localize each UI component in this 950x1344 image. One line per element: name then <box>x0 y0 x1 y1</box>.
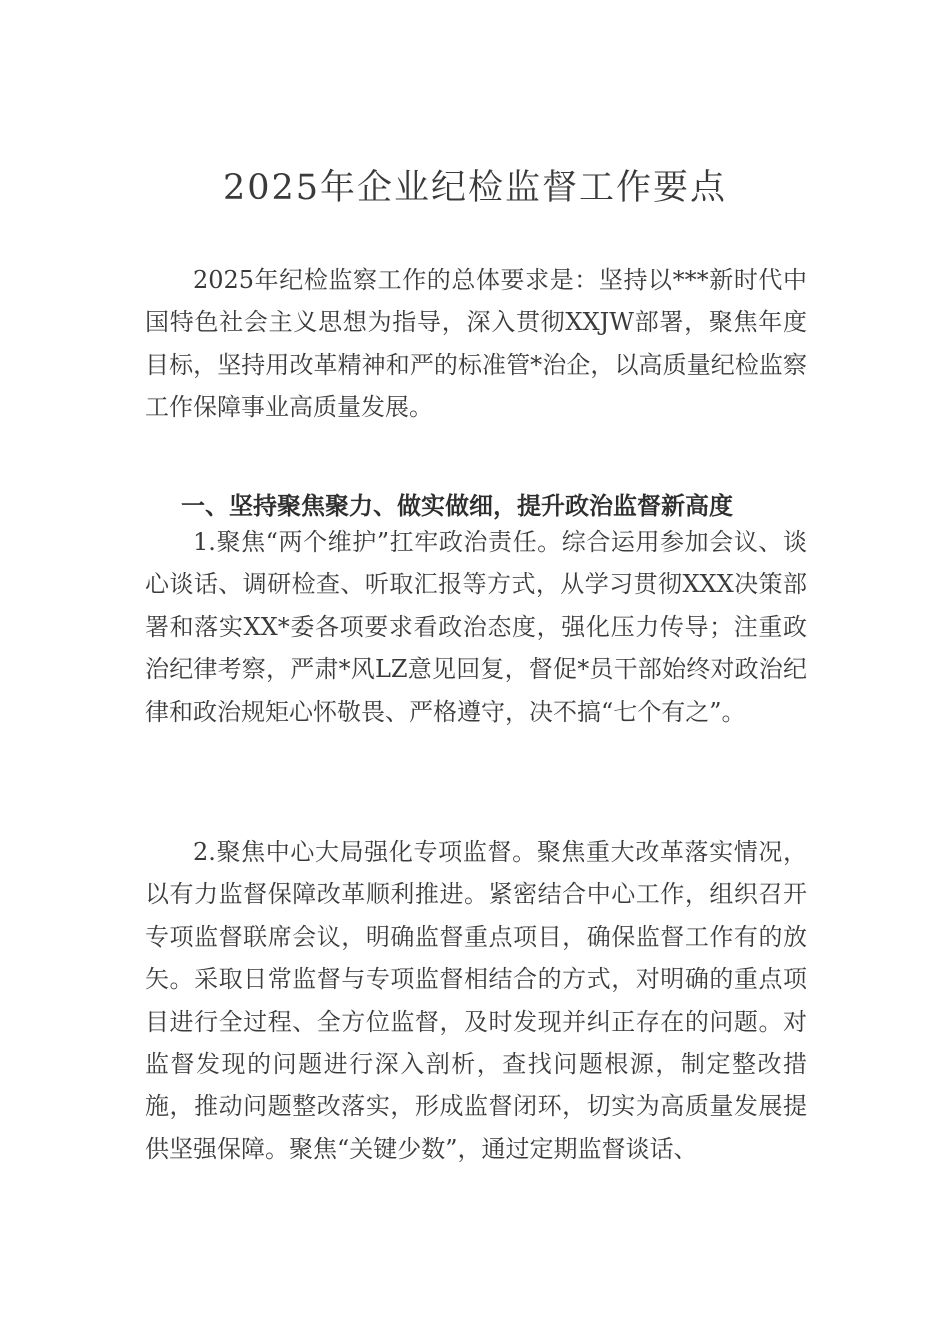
section-1-item-2-block <box>145 831 807 1170</box>
intro-paragraph: 2025年纪检监察工作的总体要求是：坚持以***新时代中国特色社会主义思想为指导，深入贯彻XXJW部署，聚焦年度目标，坚持用改革精神和严的标准管*治企，以高质量纪检监察工作保障事业高质量发展。 <box>145 266 807 422</box>
section-1-item-1-block <box>145 521 807 733</box>
section-1-item-2-paragraph: 2.聚焦中心大局强化专项监督。聚焦重大改革落实情况，以有力监督保障改革顺利推进。紧密结合中心工作，组织召开专项监督联席会议，明确监督重点项目，确保监督工作有的放矢。采取日常监督与专项监督相结合的方式，对明确的重点项目进行全过程、全方位监督，及时发现并纠正存在的问题。对监督发现的问题进行深入剖析，查找问题根源，制定整改措施，推动问题整改落实，形成监督闭环，切实为高质量发展提供坚强保障。聚焦“关键少数”，通过定期监督谈话、 <box>145 838 807 1163</box>
intro-paragraph-block <box>145 259 807 429</box>
section-heading-1: 一、坚持聚焦聚力、做实做细，提升政治监督新高度 <box>181 491 733 520</box>
section-1-item-1-paragraph: 1.聚焦“两个维护”扛牢政治责任。综合运用参加会议、谈心谈话、调研检查、听取汇报等方式，从学习贯彻XXX决策部署和落实XX*委各项要求看政治态度，强化压力传导；注重政治纪律考察，严肃*风LZ意见回复，督促*员干部始终对政治纪律和政治规矩心怀敬畏、严格遵守，决不搞“七个有之”。 <box>145 528 807 726</box>
document-title: 2025年企业纪检监督工作要点 <box>222 168 728 209</box>
